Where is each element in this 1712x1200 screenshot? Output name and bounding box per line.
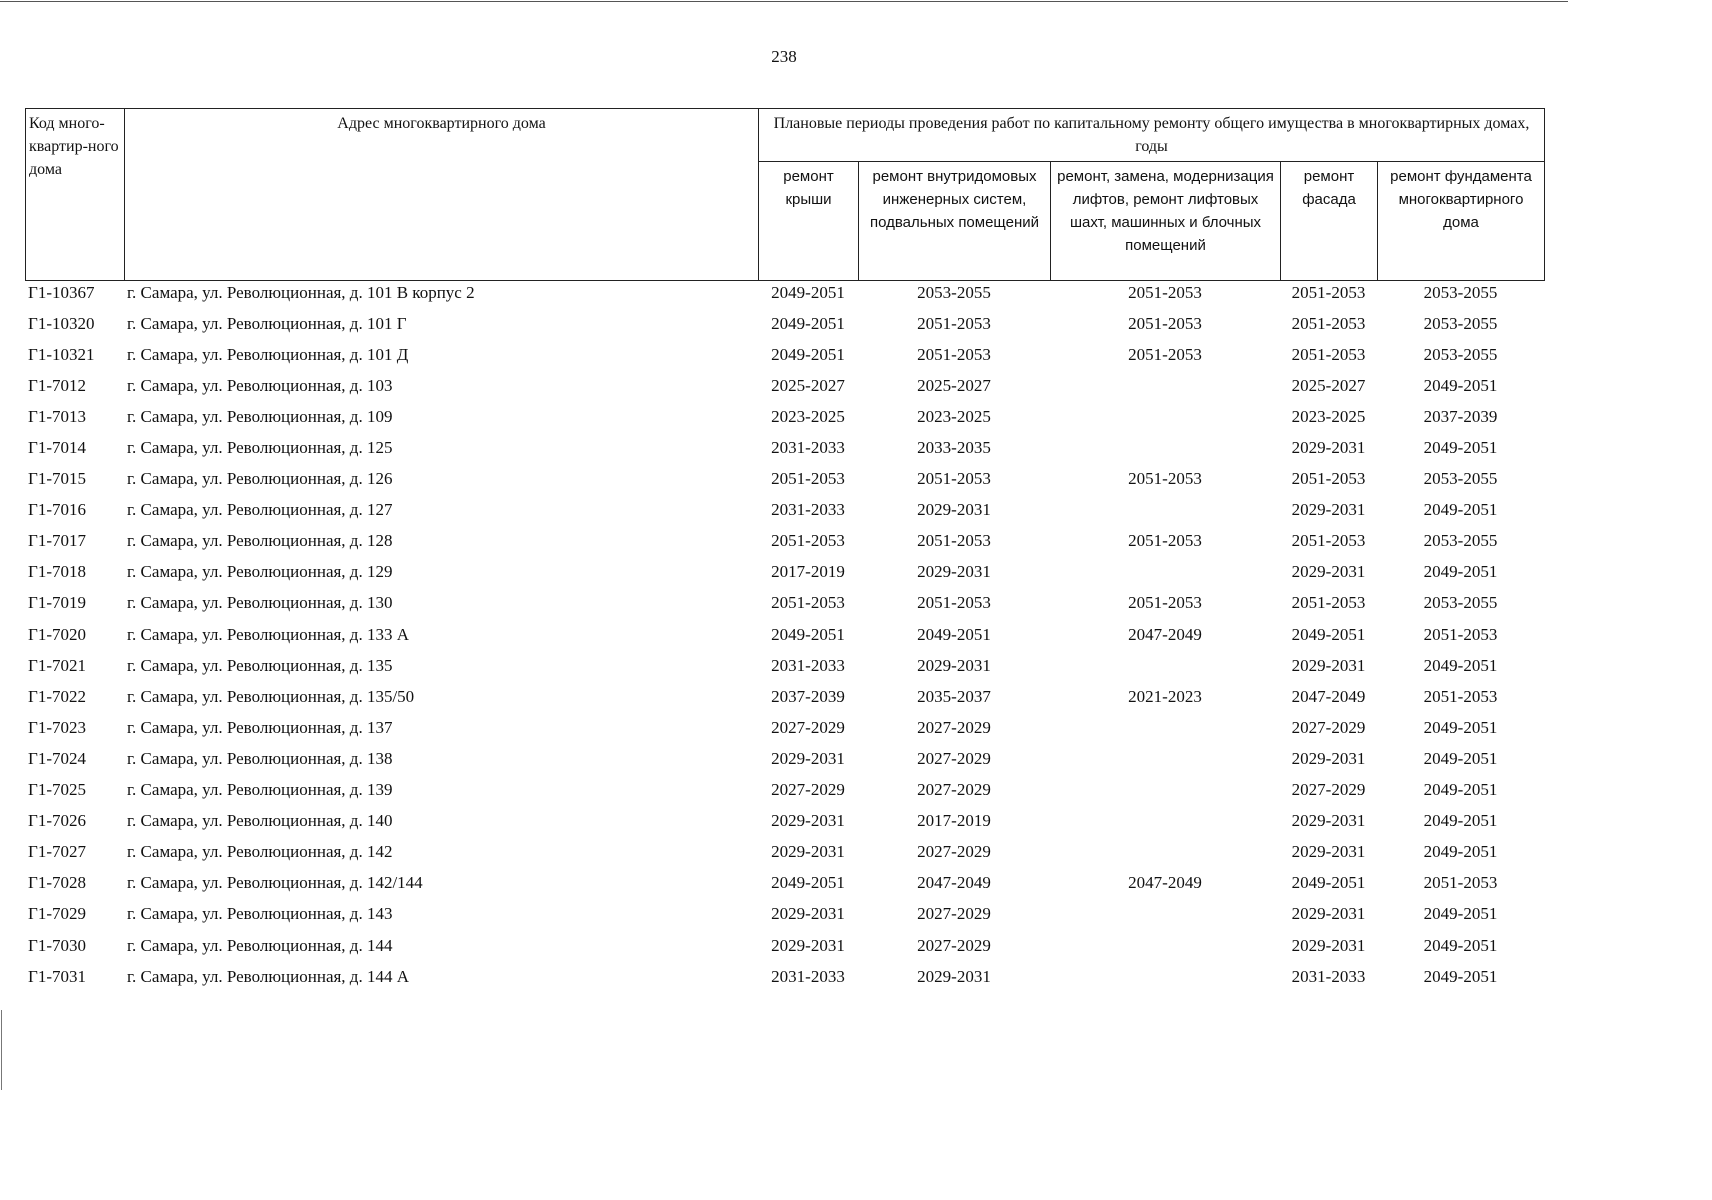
row-systems: 2047-2049 bbox=[917, 873, 991, 893]
row-facade: 2029-2031 bbox=[1291, 655, 1366, 675]
row-facade: 2049-2051 bbox=[1291, 873, 1366, 893]
row-roof: 2049-2051 bbox=[771, 624, 845, 644]
row-lifts bbox=[1050, 557, 1280, 588]
row-address: г. Самара, ул. Революционная, д. 143 bbox=[127, 904, 393, 924]
row-facade: 2029-2031 bbox=[1291, 904, 1366, 924]
row-systems: 2027-2029 bbox=[917, 748, 991, 768]
row-systems: 2029-2031 bbox=[917, 655, 991, 675]
row-facade: 2029-2031 bbox=[1291, 438, 1366, 458]
row-foundation: 2049-2051 bbox=[1423, 375, 1498, 395]
row-code: Г1-7030 bbox=[28, 935, 86, 955]
row-facade: 2027-2029 bbox=[1291, 780, 1366, 800]
row-facade: 2051-2053 bbox=[1291, 313, 1366, 333]
table-row bbox=[25, 401, 1544, 432]
row-lifts bbox=[1050, 743, 1280, 774]
row-foundation: 2049-2051 bbox=[1423, 748, 1498, 768]
row-foundation: 2053-2055 bbox=[1423, 469, 1498, 489]
data-table bbox=[25, 277, 1544, 992]
table-row bbox=[25, 868, 1544, 899]
row-address: г. Самара, ул. Революционная, д. 128 bbox=[127, 531, 393, 551]
row-systems: 2029-2031 bbox=[917, 562, 991, 582]
row-code: Г1-7019 bbox=[28, 593, 86, 613]
row-address: г. Самара, ул. Революционная, д. 130 bbox=[127, 593, 393, 613]
table-row bbox=[25, 619, 1544, 650]
table-row bbox=[25, 308, 1544, 339]
row-systems: 2049-2051 bbox=[917, 624, 991, 644]
row-foundation: 2049-2051 bbox=[1423, 562, 1498, 582]
row-systems: 2035-2037 bbox=[917, 686, 991, 706]
row-lifts: 2021-2023 bbox=[1128, 686, 1202, 706]
row-roof: 2029-2031 bbox=[771, 904, 845, 924]
row-foundation: 2037-2039 bbox=[1423, 406, 1498, 426]
row-address: г. Самара, ул. Революционная, д. 101 Г bbox=[127, 313, 407, 333]
row-address: г. Самара, ул. Революционная, д. 142/144 bbox=[127, 873, 423, 893]
row-address: г. Самара, ул. Революционная, д. 126 bbox=[127, 469, 393, 489]
row-facade: 2051-2053 bbox=[1291, 593, 1366, 613]
row-facade: 2025-2027 bbox=[1291, 375, 1366, 395]
row-address: г. Самара, ул. Революционная, д. 125 bbox=[127, 438, 393, 458]
left-margin-line bbox=[1, 1010, 2, 1090]
row-systems: 2051-2053 bbox=[917, 313, 991, 333]
row-foundation: 2053-2055 bbox=[1423, 344, 1498, 364]
row-facade: 2051-2053 bbox=[1291, 282, 1366, 302]
row-code: Г1-7018 bbox=[28, 562, 86, 582]
row-foundation: 2049-2051 bbox=[1423, 811, 1498, 831]
table-row bbox=[25, 495, 1544, 526]
row-systems: 2023-2025 bbox=[917, 406, 991, 426]
table-row bbox=[25, 961, 1544, 992]
row-roof: 2049-2051 bbox=[771, 873, 845, 893]
row-code: Г1-10367 bbox=[28, 282, 95, 302]
table-row bbox=[25, 681, 1544, 712]
row-address: г. Самара, ул. Революционная, д. 127 bbox=[127, 500, 393, 520]
table-row bbox=[25, 339, 1544, 370]
table-row bbox=[25, 526, 1544, 557]
row-facade: 2047-2049 bbox=[1291, 686, 1366, 706]
row-lifts bbox=[1050, 837, 1280, 868]
row-facade: 2027-2029 bbox=[1291, 717, 1366, 737]
row-code: Г1-7020 bbox=[28, 624, 86, 644]
row-code: Г1-7023 bbox=[28, 717, 86, 737]
row-roof: 2031-2033 bbox=[771, 438, 845, 458]
row-systems: 2027-2029 bbox=[917, 717, 991, 737]
table-header bbox=[25, 108, 1545, 281]
row-roof: 2023-2025 bbox=[771, 406, 845, 426]
row-foundation: 2049-2051 bbox=[1423, 904, 1498, 924]
row-code: Г1-7016 bbox=[28, 500, 86, 520]
row-address: г. Самара, ул. Революционная, д. 138 bbox=[127, 748, 393, 768]
row-lifts bbox=[1050, 899, 1280, 930]
row-roof: 2051-2053 bbox=[771, 593, 845, 613]
row-code: Г1-7022 bbox=[28, 686, 86, 706]
row-lifts bbox=[1050, 775, 1280, 806]
row-facade: 2029-2031 bbox=[1291, 842, 1366, 862]
row-systems: 2051-2053 bbox=[917, 531, 991, 551]
row-roof: 2049-2051 bbox=[771, 282, 845, 302]
row-roof: 2031-2033 bbox=[771, 655, 845, 675]
table-row bbox=[25, 277, 1544, 308]
row-lifts bbox=[1050, 806, 1280, 837]
row-lifts bbox=[1050, 961, 1280, 992]
row-code: Г1-7027 bbox=[28, 842, 86, 862]
row-code: Г1-7031 bbox=[28, 966, 86, 986]
row-facade: 2051-2053 bbox=[1291, 344, 1366, 364]
row-address: г. Самара, ул. Революционная, д. 135 bbox=[127, 655, 393, 675]
row-facade: 2049-2051 bbox=[1291, 624, 1366, 644]
row-lifts bbox=[1050, 650, 1280, 681]
row-foundation: 2053-2055 bbox=[1423, 282, 1498, 302]
row-lifts: 2051-2053 bbox=[1128, 531, 1202, 551]
row-address: г. Самара, ул. Революционная, д. 133 А bbox=[127, 624, 409, 644]
row-lifts bbox=[1050, 712, 1280, 743]
table-row bbox=[25, 930, 1544, 961]
row-foundation: 2051-2053 bbox=[1423, 624, 1498, 644]
row-facade: 2029-2031 bbox=[1291, 811, 1366, 831]
row-roof: 2017-2019 bbox=[771, 562, 845, 582]
row-address: г. Самара, ул. Революционная, д. 103 bbox=[127, 375, 393, 395]
row-systems: 2029-2031 bbox=[917, 966, 991, 986]
row-address: г. Самара, ул. Революционная, д. 140 bbox=[127, 811, 393, 831]
row-lifts: 2051-2053 bbox=[1128, 344, 1202, 364]
row-foundation: 2049-2051 bbox=[1423, 935, 1498, 955]
row-lifts bbox=[1050, 401, 1280, 432]
table-row bbox=[25, 370, 1544, 401]
row-systems: 2027-2029 bbox=[917, 935, 991, 955]
row-code: Г1-7025 bbox=[28, 780, 86, 800]
row-facade: 2023-2025 bbox=[1291, 406, 1366, 426]
table-row bbox=[25, 837, 1544, 868]
row-roof: 2037-2039 bbox=[771, 686, 845, 706]
row-facade: 2029-2031 bbox=[1291, 748, 1366, 768]
table-row bbox=[25, 464, 1544, 495]
row-roof: 2025-2027 bbox=[771, 375, 845, 395]
row-lifts bbox=[1050, 370, 1280, 401]
row-address: г. Самара, ул. Революционная, д. 144 А bbox=[127, 966, 409, 986]
row-roof: 2031-2033 bbox=[771, 966, 845, 986]
row-lifts: 2051-2053 bbox=[1128, 593, 1202, 613]
row-facade: 2031-2033 bbox=[1291, 966, 1366, 986]
row-code: Г1-7026 bbox=[28, 811, 86, 831]
row-code: Г1-10321 bbox=[28, 344, 95, 364]
header-lifts: ремонт, замена, модернизация лифтов, ремонт лифтовых шахт, машинных и блочных помещений bbox=[1051, 162, 1281, 281]
row-roof: 2051-2053 bbox=[771, 531, 845, 551]
row-foundation: 2053-2055 bbox=[1423, 593, 1498, 613]
row-code: Г1-7015 bbox=[28, 469, 86, 489]
row-lifts bbox=[1050, 432, 1280, 463]
row-lifts: 2051-2053 bbox=[1128, 469, 1202, 489]
row-foundation: 2049-2051 bbox=[1423, 717, 1498, 737]
row-address: г. Самара, ул. Революционная, д. 109 bbox=[127, 406, 393, 426]
row-foundation: 2051-2053 bbox=[1423, 873, 1498, 893]
row-roof: 2029-2031 bbox=[771, 935, 845, 955]
table-row bbox=[25, 775, 1544, 806]
row-foundation: 2049-2051 bbox=[1423, 500, 1498, 520]
row-address: г. Самара, ул. Революционная, д. 129 bbox=[127, 562, 393, 582]
row-code: Г1-10320 bbox=[28, 313, 95, 333]
row-lifts bbox=[1050, 930, 1280, 961]
row-facade: 2051-2053 bbox=[1291, 531, 1366, 551]
row-lifts: 2051-2053 bbox=[1128, 313, 1202, 333]
row-foundation: 2049-2051 bbox=[1423, 780, 1498, 800]
header-roof: ремонт крыши bbox=[759, 162, 859, 281]
header-address: Адрес многоквартирного дома bbox=[125, 109, 759, 281]
table-row bbox=[25, 650, 1544, 681]
row-code: Г1-7017 bbox=[28, 531, 86, 551]
row-lifts: 2047-2049 bbox=[1128, 873, 1202, 893]
row-code: Г1-7012 bbox=[28, 375, 86, 395]
row-roof: 2029-2031 bbox=[771, 748, 845, 768]
row-address: г. Самара, ул. Революционная, д. 144 bbox=[127, 935, 393, 955]
table-row bbox=[25, 806, 1544, 837]
row-roof: 2029-2031 bbox=[771, 842, 845, 862]
row-facade: 2029-2031 bbox=[1291, 562, 1366, 582]
row-address: г. Самара, ул. Революционная, д. 101 В корпус 2 bbox=[127, 282, 475, 302]
row-code: Г1-7024 bbox=[28, 748, 86, 768]
row-address: г. Самара, ул. Революционная, д. 142 bbox=[127, 842, 393, 862]
row-roof: 2051-2053 bbox=[771, 469, 845, 489]
row-systems: 2027-2029 bbox=[917, 780, 991, 800]
row-systems: 2051-2053 bbox=[917, 593, 991, 613]
row-systems: 2025-2027 bbox=[917, 375, 991, 395]
header-systems: ремонт внутридомовых инженерных систем, подвальных помещений bbox=[859, 162, 1051, 281]
row-code: Г1-7028 bbox=[28, 873, 86, 893]
table-row bbox=[25, 557, 1544, 588]
row-foundation: 2053-2055 bbox=[1423, 531, 1498, 551]
row-facade: 2051-2053 bbox=[1291, 469, 1366, 489]
row-systems: 2053-2055 bbox=[917, 282, 991, 302]
row-systems: 2027-2029 bbox=[917, 842, 991, 862]
row-address: г. Самара, ул. Революционная, д. 137 bbox=[127, 717, 393, 737]
row-roof: 2031-2033 bbox=[771, 500, 845, 520]
header-periods: Плановые периоды проведения работ по капитальному ремонту общего имущества в многоквартирных домах, годы bbox=[759, 109, 1545, 162]
row-foundation: 2049-2051 bbox=[1423, 966, 1498, 986]
table-row bbox=[25, 712, 1544, 743]
row-lifts: 2047-2049 bbox=[1128, 624, 1202, 644]
row-systems: 2027-2029 bbox=[917, 904, 991, 924]
top-border-line bbox=[0, 1, 1568, 2]
row-foundation: 2049-2051 bbox=[1423, 842, 1498, 862]
row-foundation: 2053-2055 bbox=[1423, 313, 1498, 333]
row-address: г. Самара, ул. Революционная, д. 101 Д bbox=[127, 344, 409, 364]
row-systems: 2029-2031 bbox=[917, 500, 991, 520]
row-address: г. Самара, ул. Революционная, д. 135/50 bbox=[127, 686, 415, 706]
table-row bbox=[25, 432, 1544, 463]
header-foundation: ремонт фундамента многоквартирного дома bbox=[1378, 162, 1545, 281]
row-facade: 2029-2031 bbox=[1291, 500, 1366, 520]
header-code: Код много-квартир-ного дома bbox=[26, 109, 125, 281]
table-row bbox=[25, 588, 1544, 619]
table-row bbox=[25, 899, 1544, 930]
row-systems: 2033-2035 bbox=[917, 438, 991, 458]
row-roof: 2049-2051 bbox=[771, 313, 845, 333]
row-lifts: 2051-2053 bbox=[1128, 282, 1202, 302]
row-code: Г1-7029 bbox=[28, 904, 86, 924]
row-systems: 2051-2053 bbox=[917, 344, 991, 364]
row-foundation: 2051-2053 bbox=[1423, 686, 1498, 706]
row-systems: 2017-2019 bbox=[917, 811, 991, 831]
row-code: Г1-7014 bbox=[28, 438, 86, 458]
row-address: г. Самара, ул. Революционная, д. 139 bbox=[127, 780, 393, 800]
row-facade: 2029-2031 bbox=[1291, 935, 1366, 955]
row-roof: 2049-2051 bbox=[771, 344, 845, 364]
row-code: Г1-7021 bbox=[28, 655, 86, 675]
row-roof: 2027-2029 bbox=[771, 780, 845, 800]
row-foundation: 2049-2051 bbox=[1423, 438, 1498, 458]
header-facade: ремонт фасада bbox=[1281, 162, 1378, 281]
row-roof: 2027-2029 bbox=[771, 717, 845, 737]
table-row bbox=[25, 743, 1544, 774]
row-roof: 2029-2031 bbox=[771, 811, 845, 831]
row-code: Г1-7013 bbox=[28, 406, 86, 426]
row-foundation: 2049-2051 bbox=[1423, 655, 1498, 675]
row-systems: 2051-2053 bbox=[917, 469, 991, 489]
page-number: 238 bbox=[771, 47, 797, 66]
row-lifts bbox=[1050, 495, 1280, 526]
